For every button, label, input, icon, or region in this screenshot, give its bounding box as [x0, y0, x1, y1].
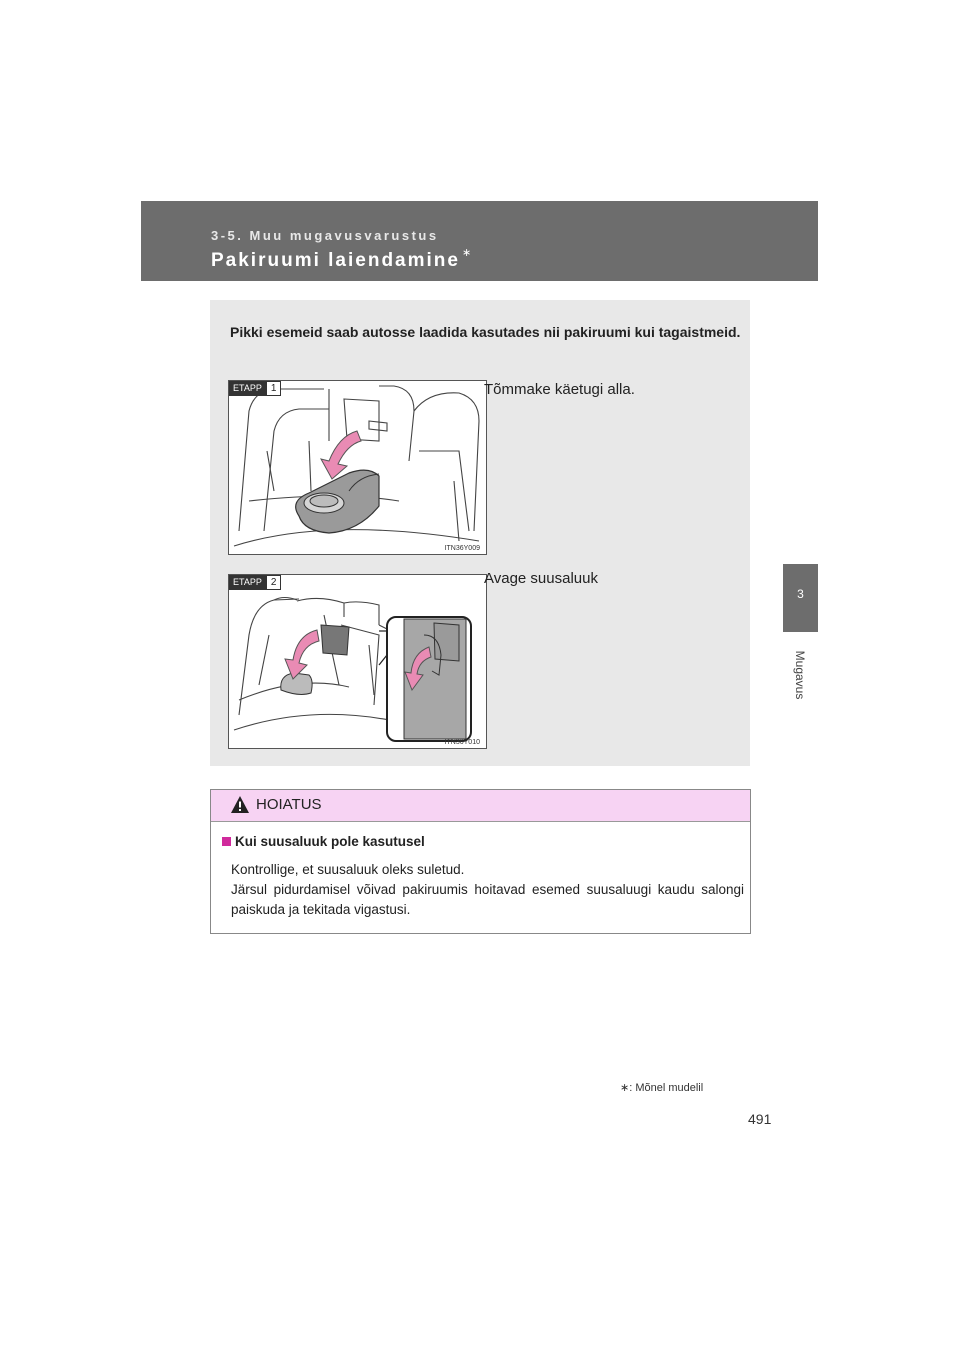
chapter-label-text: Mugavus [793, 650, 807, 700]
step-1-badge [229, 381, 281, 396]
step-2-text: Avage suusaluuk [484, 570, 598, 587]
figure-code: ITN36Y009 [444, 545, 480, 552]
footnote [620, 1081, 703, 1094]
warning-box [210, 789, 751, 934]
arrow-down-icon [285, 630, 319, 679]
warning-icon [230, 795, 250, 814]
etapp-label: ETAPP [229, 381, 266, 396]
warning-line-2: Järsul pidurdamisel võivad pakiruumis hoitavad esemed suusaluugi kaudu salongi paiskuda ja tekitada vigastusi. [231, 882, 744, 917]
asterisk-mark: ∗ [620, 1082, 630, 1094]
chapter-tab[interactable]: 3 [783, 564, 818, 632]
figure-code: ITN36Y010 [444, 739, 480, 746]
warning-subtitle-text: Kui suusaluuk pole kasutusel [235, 834, 425, 849]
step-2-badge [229, 575, 281, 590]
step-number: 2 [266, 575, 282, 590]
step-2-figure [228, 574, 487, 749]
warning-line-1: Kontrollige, et suusaluuk oleks suletud. [231, 862, 465, 877]
footnote-text: : Mõnel mudelil [629, 1082, 704, 1094]
armrest-illustration [229, 381, 486, 554]
etapp-label: ETAPP [229, 575, 266, 590]
step-1-figure [228, 380, 487, 555]
page-title [211, 247, 474, 272]
asterisk-mark: ∗ [461, 247, 474, 259]
instruction-panel [210, 300, 750, 766]
section-label: 3-5. Muu mugavusvarustus [211, 228, 439, 243]
page-number: 491 [748, 1111, 772, 1127]
page-title-text: Pakiruumi laiendamine [211, 250, 460, 271]
chapter-label [780, 640, 820, 710]
warning-subtitle [222, 834, 425, 849]
warning-header [211, 790, 750, 822]
warning-body [231, 860, 744, 920]
step-1-text: Tõmmake käetugi alla. [484, 381, 635, 398]
intro-text: Pikki esemeid saab autosse laadida kasutades nii pakiruumi kui tagaistmeid. [230, 324, 741, 340]
step-number: 1 [266, 381, 282, 396]
section-header [141, 201, 818, 281]
ski-hatch-illustration [229, 575, 486, 748]
warning-title: HOIATUS [256, 796, 322, 813]
bullet-square-icon [222, 837, 231, 846]
